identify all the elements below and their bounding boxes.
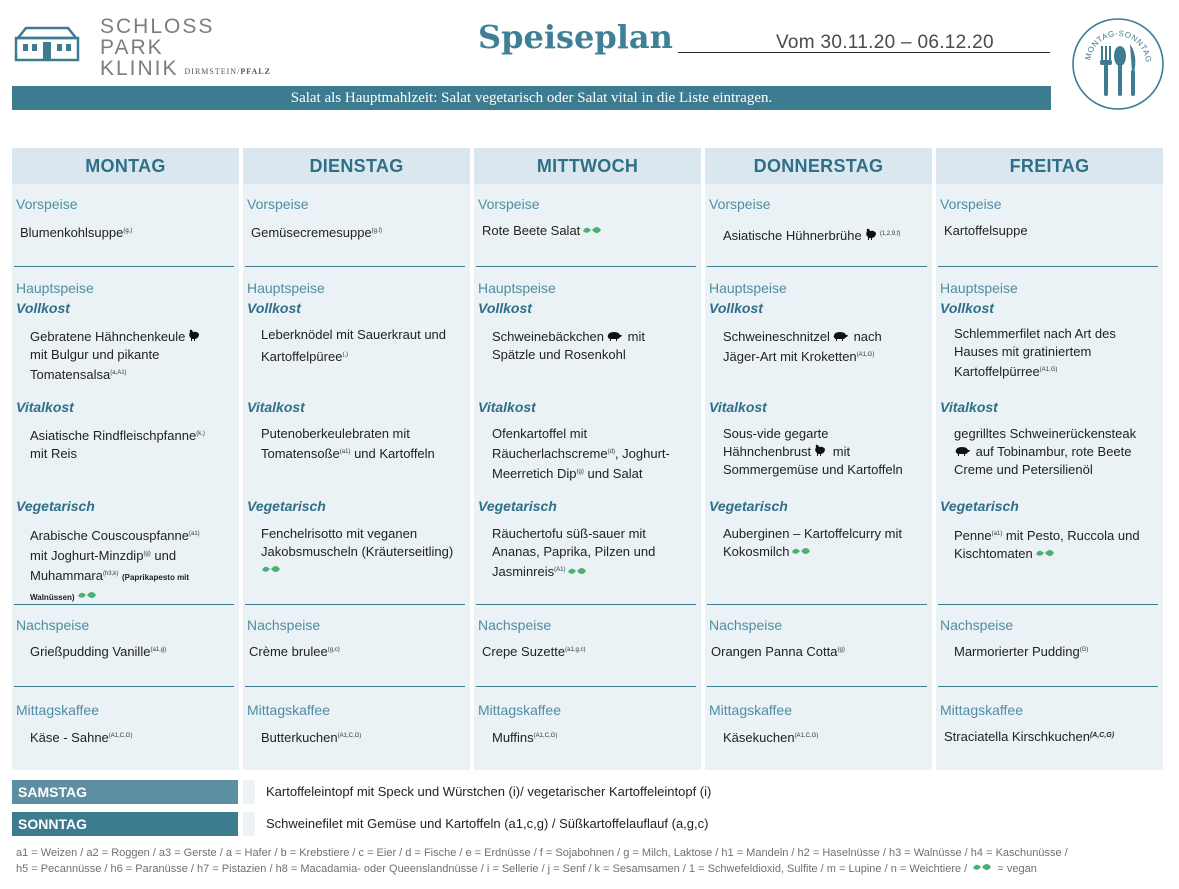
divider bbox=[476, 686, 696, 687]
clinic-logo: SCHLOSS PARK KLINIK DIRMSTEIN/PFALZ bbox=[12, 18, 312, 78]
legend-line-2: h5 = Pecannüsse / h6 = Paranüsse / h7 = Pistazien / h8 = Macadamia- oder Queenslandnüsse / i = Sellerie / j = Senf / k = Sesamsamen / 1 = Schwefeldioxid, Sulfite / m = Lupine / n = Weichtiere / bbox=[16, 863, 968, 875]
dish-mittagskaffee: Käse - Sahne$^{(A1,C,G)}$ bbox=[30, 730, 133, 745]
divider bbox=[14, 686, 234, 687]
day-column-montag bbox=[12, 148, 239, 770]
day-header: DIENSTAG bbox=[243, 148, 470, 184]
dish-vollkost: Schlemmerfilet nach Art des Hauses mit gratiniertem Kartoffelpürree$^{(A1,G)}$ bbox=[954, 326, 1116, 379]
weekend-spacer bbox=[243, 780, 255, 804]
logo-sub-region: PFALZ bbox=[240, 67, 271, 76]
logo-line-1: SCHLOSS bbox=[100, 15, 215, 38]
diet-label-vegetarisch: Vegetarisch bbox=[16, 498, 95, 514]
dish-vegetarisch: Räuchertofu süß-sauer mit Ananas, Paprika, Pilzen und Jasminreis$^{(A1)}$ bbox=[492, 526, 656, 579]
diet-label-vitalkost: Vitalkost bbox=[709, 399, 767, 415]
dish-vorspeise: Kartoffelsuppe bbox=[944, 223, 1028, 238]
logo-line-3: KLINIK bbox=[100, 57, 179, 80]
leaf-icon bbox=[582, 225, 602, 236]
dish-mittagskaffee: Käsekuchen$^{(A1,C,G)}$ bbox=[723, 730, 819, 745]
dish-vorspeise: Blumenkohlsuppe$^{(g,)}$ bbox=[20, 225, 133, 240]
page-title: Speiseplan bbox=[478, 18, 673, 56]
legend-vegan: = vegan bbox=[997, 863, 1037, 875]
leaf-icon bbox=[1035, 548, 1055, 559]
dish-vorspeise: Gemüsecremesuppe$^{(g,l)}$ bbox=[251, 225, 383, 240]
divider bbox=[476, 266, 696, 267]
course-label-hauptspeise: Hauptspeise bbox=[940, 280, 1018, 296]
divider bbox=[938, 604, 1158, 605]
chicken-icon bbox=[813, 443, 827, 457]
weekend-dish-samstag: Kartoffeleintopf mit Speck und Würstchen (i)/ vegetarischer Kartoffeleintopf (i) bbox=[266, 784, 712, 799]
diet-label-vollkost: Vollkost bbox=[478, 300, 532, 316]
dish-vitalkost: Putenoberkeulebraten mit Tomatensoße$^{(a1)}$ und Kartoffeln bbox=[261, 426, 435, 461]
day-header: MITTWOCH bbox=[474, 148, 701, 184]
dish-mittagskaffee: Butterkuchen$^{(A1,C,G)}$ bbox=[261, 730, 362, 745]
dish-nachspeise: Marmorierter Pudding$^{(G)}$ bbox=[954, 644, 1089, 659]
divider bbox=[707, 604, 927, 605]
dish-vollkost: Gebratene Hähnchenkeule mit Bulgur und pikante Tomatensalsa$^{(a,A1)}$ bbox=[30, 328, 238, 384]
allergen-legend bbox=[16, 845, 1166, 877]
diet-label-vitalkost: Vitalkost bbox=[247, 399, 305, 415]
legend-line-1: a1 = Weizen / a2 = Roggen / a3 = Gerste / a = Hafer / b = Krebstiere / c = Eier / d = Fische / e = Erdnüsse / f = Sojabohnen / g = Milch, Laktose / h1 = Mandeln / h2 = Haselnüsse / h3 = Walnüsse / h4 = Kaschunüsse / bbox=[16, 847, 1068, 859]
leaf-icon bbox=[77, 590, 97, 601]
house-logo-icon bbox=[12, 24, 82, 64]
weekend-day-samstag: SAMSTAG bbox=[12, 780, 238, 804]
badge-text: MONTAG-SONNTAG bbox=[1083, 28, 1154, 64]
divider bbox=[938, 266, 1158, 267]
logo-sub-city: DIRMSTEIN bbox=[184, 67, 238, 76]
day-column-mittwoch bbox=[474, 148, 701, 770]
day-column-donnerstag bbox=[705, 148, 932, 770]
diet-label-vollkost: Vollkost bbox=[247, 300, 301, 316]
dish-vegetarisch: Arabische Couscouspfanne$^{(a1)}$ mit Joghurt-Minzdip$^{(g)}$ und Muhammara$^{(h3,k)}$ (Paprikapesto mit Walnüssen) bbox=[30, 528, 200, 602]
course-label-nachspeise: Nachspeise bbox=[709, 617, 783, 633]
dish-vitalkost: gegrilltes Schweinerückensteak auf Tobinambur, rote Beete Creme und Petersilienöl bbox=[954, 426, 1137, 477]
divider bbox=[707, 686, 927, 687]
dish-vitalkost: Asiatische Rindfleischpfanne$^{(k,)}$ mit Reis bbox=[30, 428, 205, 461]
divider bbox=[245, 266, 465, 267]
leaf-icon bbox=[261, 564, 281, 575]
dish-vegetarisch: Auberginen – Kartoffelcurry mit Kokosmilch bbox=[723, 526, 902, 559]
divider bbox=[938, 686, 1158, 687]
pig-icon bbox=[832, 331, 848, 342]
leaf-icon bbox=[791, 546, 811, 557]
diet-label-vitalkost: Vitalkost bbox=[478, 399, 536, 415]
course-label-mittagskaffee: Mittagskaffee bbox=[247, 702, 331, 718]
course-label-nachspeise: Nachspeise bbox=[247, 617, 321, 633]
course-label-hauptspeise: Hauptspeise bbox=[16, 280, 94, 296]
pig-icon bbox=[606, 331, 622, 342]
weekend-day-sonntag: SONNTAG bbox=[12, 812, 238, 836]
course-label-mittagskaffee: Mittagskaffee bbox=[16, 702, 100, 718]
dish-nachspeise: Orangen Panna Cotta$^{(g)}$ bbox=[711, 644, 845, 659]
divider bbox=[476, 604, 696, 605]
weekend-spacer bbox=[243, 812, 255, 836]
diet-label-vollkost: Vollkost bbox=[16, 300, 70, 316]
date-range: Vom 30.11.20 – 06.12.20 bbox=[776, 32, 994, 53]
dish-vorspeise: Asiatische Hühnerbrühe $^{(1,2,9,f)}$ bbox=[723, 228, 901, 243]
diet-label-vitalkost: Vitalkost bbox=[940, 399, 998, 415]
diet-label-vegetarisch: Vegetarisch bbox=[709, 498, 788, 514]
dish-vollkost: Leberknödel mit Sauerkraut und Kartoffelpüree(,) bbox=[261, 327, 447, 364]
diet-label-vollkost: Vollkost bbox=[940, 300, 994, 316]
dish-nachspeise: Crème brulee$^{(g,c)}$ bbox=[249, 644, 340, 659]
divider bbox=[245, 686, 465, 687]
dish-vegetarisch: Penne$^{(a1)}$ mit Pesto, Ruccola und Kischtomaten bbox=[954, 528, 1140, 561]
dish-vitalkost: Ofenkartoffel mit Räucherlachscreme$^{(d)}$, Joghurt- Meerretich Dip$^{(g)}$ und Salat bbox=[492, 426, 670, 481]
diet-label-vollkost: Vollkost bbox=[709, 300, 763, 316]
day-header: DONNERSTAG bbox=[705, 148, 932, 184]
course-label-nachspeise: Nachspeise bbox=[16, 617, 90, 633]
cutlery-icon bbox=[1070, 16, 1166, 112]
dish-mittagskaffee: Muffins$^{(A1,C,G)}$ bbox=[492, 730, 558, 745]
course-label-vorspeise: Vorspeise bbox=[247, 196, 309, 212]
logo-line-2: PARK bbox=[100, 36, 164, 59]
course-label-hauptspeise: Hauptspeise bbox=[247, 280, 325, 296]
pig-icon bbox=[954, 446, 970, 457]
divider bbox=[14, 604, 234, 605]
course-label-mittagskaffee: Mittagskaffee bbox=[478, 702, 562, 718]
chicken-icon bbox=[864, 227, 878, 241]
divider bbox=[707, 266, 927, 267]
diet-label-vitalkost: Vitalkost bbox=[16, 399, 74, 415]
day-header: MONTAG bbox=[12, 148, 239, 184]
dish-mittagskaffee: Straciatella Kirschkuchen$^{(A,C,G)}$ bbox=[944, 729, 1115, 744]
leaf-icon bbox=[972, 862, 992, 873]
day-column-dienstag bbox=[243, 148, 470, 770]
weekend-dish-sonntag: Schweinefilet mit Gemüse und Kartoffeln (a1,c,g) / Süßkartoffelauflauf (a,g,c) bbox=[266, 816, 709, 831]
diet-label-vegetarisch: Vegetarisch bbox=[478, 498, 557, 514]
course-label-vorspeise: Vorspeise bbox=[940, 196, 1002, 212]
day-header: FREITAG bbox=[936, 148, 1163, 184]
divider bbox=[245, 604, 465, 605]
day-column-freitag bbox=[936, 148, 1163, 770]
course-label-hauptspeise: Hauptspeise bbox=[709, 280, 787, 296]
dish-nachspeise: Grießpudding Vanille$^{(a1,g)}$ bbox=[30, 644, 167, 659]
chicken-icon bbox=[187, 328, 201, 342]
diet-label-vegetarisch: Vegetarisch bbox=[247, 498, 326, 514]
leaf-icon bbox=[567, 566, 587, 577]
dish-vollkost: Schweinebäckchen mit Spätzle und Rosenkohl bbox=[492, 329, 645, 362]
course-label-vorspeise: Vorspeise bbox=[16, 196, 78, 212]
course-label-vorspeise: Vorspeise bbox=[709, 196, 771, 212]
dish-vegetarisch: Fenchelrisotto mit veganen Jakobsmuscheln (Kräuterseitling) bbox=[261, 525, 469, 579]
course-label-nachspeise: Nachspeise bbox=[940, 617, 1014, 633]
course-label-vorspeise: Vorspeise bbox=[478, 196, 540, 212]
course-label-nachspeise: Nachspeise bbox=[478, 617, 552, 633]
dish-vollkost: Schweineschnitzel nach Jäger-Art mit Kroketten$^{(A1,G)}$ bbox=[723, 329, 882, 364]
dish-nachspeise: Crepe Suzette$^{(a1,g,c)}$ bbox=[482, 644, 586, 659]
course-label-mittagskaffee: Mittagskaffee bbox=[709, 702, 793, 718]
dish-vitalkost: Sous-vide gegarte Hähnchenbrust mit Sommergemüse und Kartoffeln bbox=[723, 426, 903, 477]
course-label-mittagskaffee: Mittagskaffee bbox=[940, 702, 1024, 718]
salad-info-banner: Salat als Hauptmahlzeit: Salat vegetarisch oder Salat vital in die Liste eintragen. bbox=[12, 86, 1051, 110]
dish-vorspeise: Rote Beete Salat bbox=[482, 222, 690, 240]
course-label-hauptspeise: Hauptspeise bbox=[478, 280, 556, 296]
divider bbox=[14, 266, 234, 267]
diet-label-vegetarisch: Vegetarisch bbox=[940, 498, 1019, 514]
